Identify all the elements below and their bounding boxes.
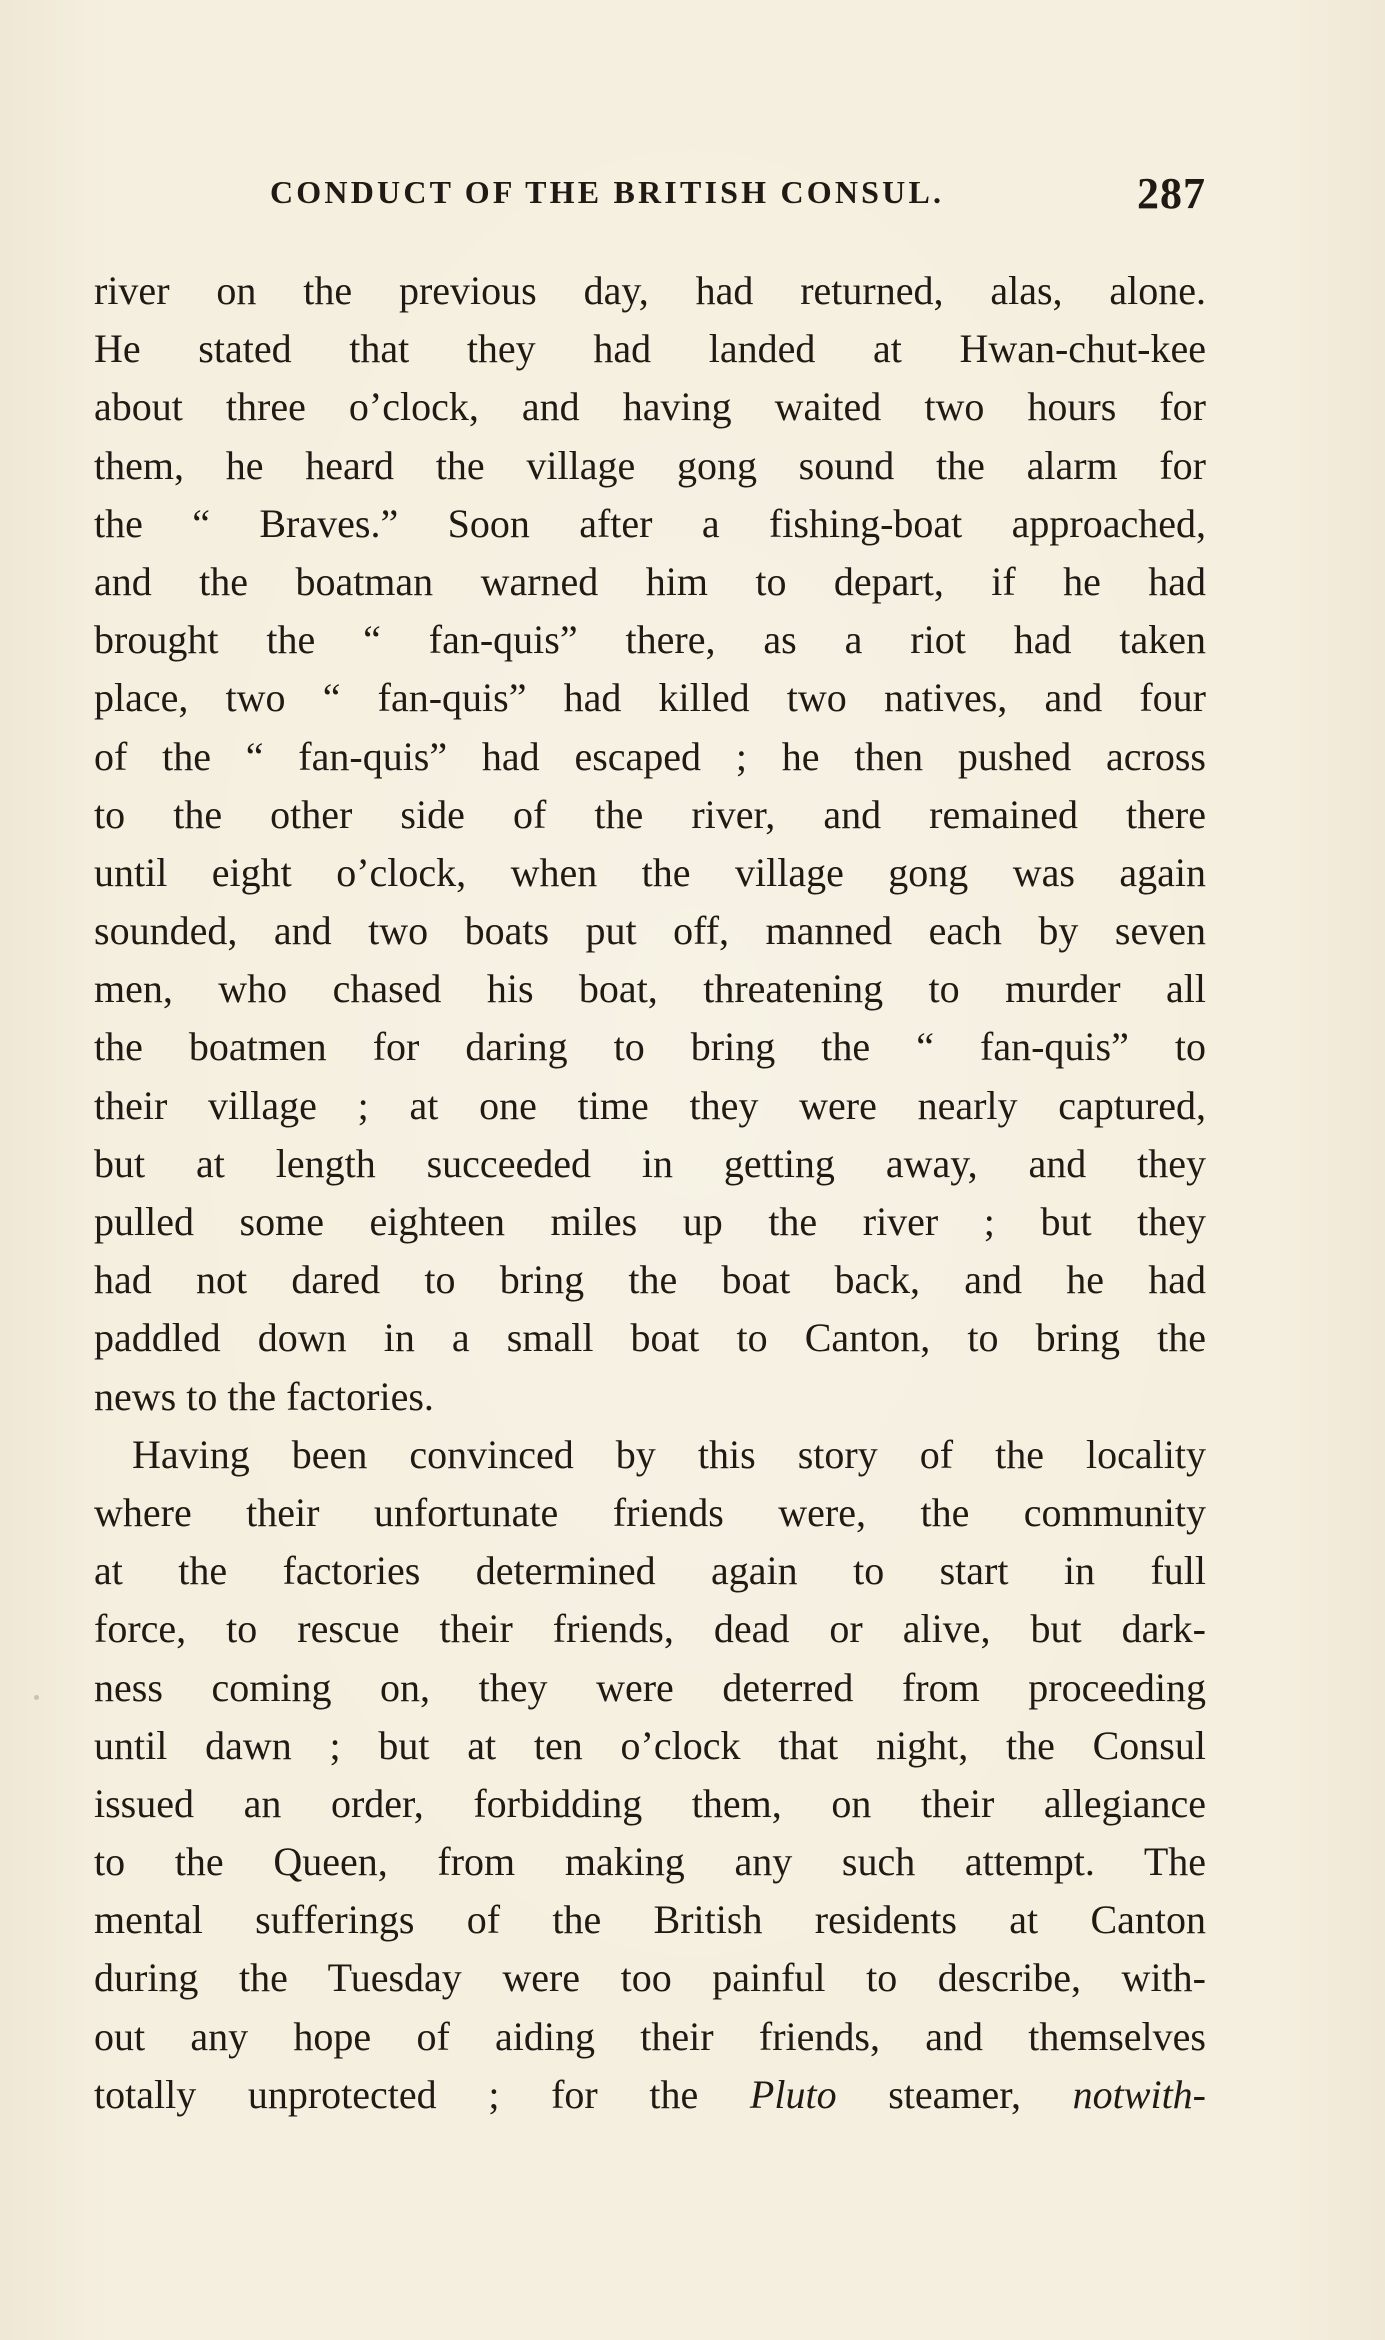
text-line: news to the factories. [94, 1373, 434, 1419]
text-line: brought the “ fan-quis” there, as a riot had taken [94, 617, 1206, 663]
text-line: and the boatman warned him to depart, if he had [94, 558, 1206, 604]
text-line: issued an order, forbidding them, on their allegiance [94, 1780, 1206, 1826]
body-text [94, 262, 1206, 2124]
text-line: force, to rescue their friends, dead or alive, but dark- [94, 1606, 1206, 1652]
running-head: CONDUCT OF THE BRITISH CONSUL. [270, 174, 945, 210]
text-line: to the Queen, from making any such attempt. The [94, 1839, 1206, 1885]
text-line-with-italics [94, 2066, 1206, 2124]
text-line: had not dared to bring the boat back, and he had [94, 1257, 1206, 1303]
text-line: the “ Braves.” Soon after a fishing-boat approached, [94, 500, 1206, 546]
paper-speck [34, 1695, 39, 1700]
page-header [94, 168, 1206, 218]
text-line: at the factories determined again to start in full [94, 1548, 1206, 1594]
text-line: until eight o’clock, when the village gong was again [94, 849, 1206, 895]
italic-text: notwith- [1072, 2071, 1206, 2117]
text-line: mental sufferings of the British residents at Canton [94, 1897, 1206, 1943]
paragraph-1 [94, 262, 1206, 1426]
text-line: but at length succeeded in getting away, and they [94, 1140, 1206, 1186]
text-line: them, he heard the village gong sound the alarm for [94, 442, 1206, 488]
text-line: their village ; at one time they were nearly captured, [94, 1082, 1206, 1128]
text-line: sounded, and two boats put off, manned each by seven [94, 908, 1206, 954]
text-segment: totally unprotected ; for the [94, 2071, 750, 2117]
italic-ship-name: Pluto [749, 2071, 837, 2117]
paragraph-2 [94, 1426, 1206, 2124]
text-line: until dawn ; but at ten o’clock that night, the Consul [94, 1722, 1206, 1768]
text-line: Having been convinced by this story of the locality [132, 1431, 1206, 1477]
text-line: where their unfortunate friends were, the community [94, 1489, 1206, 1535]
text-line: He stated that they had landed at Hwan-chut-kee [94, 326, 1206, 372]
text-line: men, who chased his boat, threatening to murder all [94, 966, 1206, 1012]
text-line: place, two “ fan-quis” had killed two natives, and four [94, 675, 1206, 721]
text-line: of the “ fan-quis” had escaped ; he then pushed across [94, 733, 1206, 779]
text-line: to the other side of the river, and remained there [94, 791, 1206, 837]
text-line: river on the previous day, had returned, alas, alone. [94, 268, 1206, 313]
text-line: about three o’clock, and having waited two hours for [94, 384, 1206, 430]
text-line: paddled down in a small boat to Canton, to bring the [94, 1315, 1206, 1361]
text-line: pulled some eighteen miles up the river ; but they [94, 1199, 1206, 1244]
text-line: during the Tuesday were too painful to describe, with- [94, 1955, 1206, 2001]
text-line: out any hope of aiding their friends, and themselves [94, 2013, 1206, 2059]
page-number: 287 [1137, 169, 1206, 218]
text-line: the boatmen for daring to bring the “ fan-quis” to [94, 1024, 1206, 1070]
text-line: ness coming on, they were deterred from proceeding [94, 1664, 1206, 1710]
text-segment: steamer, [836, 2071, 1073, 2117]
